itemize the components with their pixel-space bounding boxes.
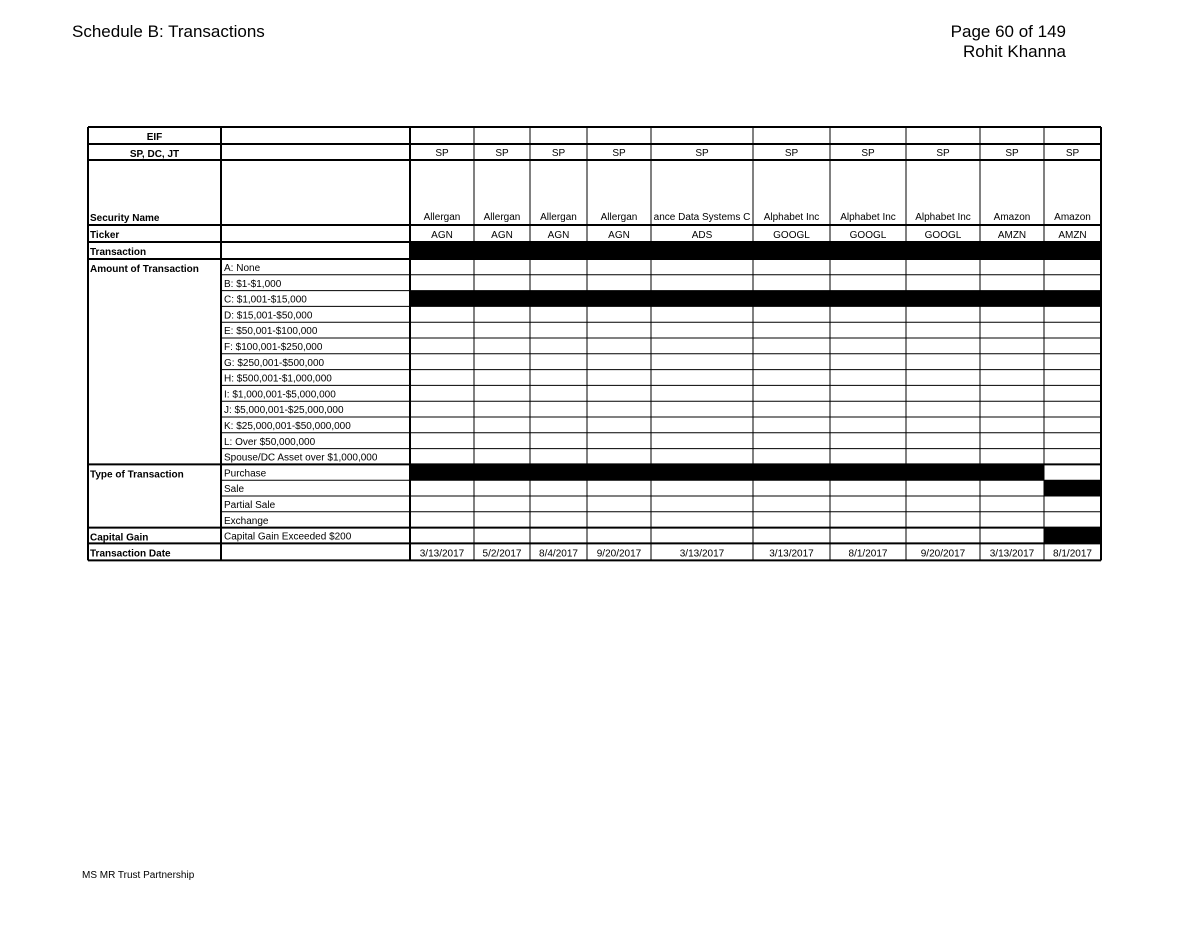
- transaction-date-cell: 5/2/2017: [482, 548, 522, 560]
- transaction-date-cell: 8/1/2017: [848, 548, 888, 560]
- amount-option: L: Over $50,000,000: [224, 436, 316, 448]
- amount-option: H: $500,001-$1,000,000: [224, 373, 332, 385]
- purchase-selected-fill: [410, 464, 1044, 480]
- security-name-cell: Allergan: [600, 212, 638, 223]
- security-name-cell: Alphabet Inc: [763, 212, 820, 223]
- security-name-cell: Alphabet Inc: [915, 212, 971, 223]
- transaction-date-cell: 9/20/2017: [920, 548, 966, 560]
- owner-cell: SP: [1005, 148, 1019, 159]
- security-name-cell: Amazon: [1054, 212, 1091, 223]
- amount-option: J: $5,000,001-$25,000,000: [224, 405, 344, 417]
- owner-cell: SP: [1065, 148, 1080, 159]
- transaction-header-fill: [410, 242, 1101, 259]
- owner-cell: SP: [435, 148, 449, 159]
- owner-cell: SP: [495, 148, 509, 159]
- amount-option: I: $1,000,001-$5,000,000: [224, 389, 336, 401]
- security-name-cell: ance Data Systems C: [653, 212, 751, 223]
- type-option: Exchange: [224, 515, 269, 527]
- owner-cell: SP: [936, 148, 950, 159]
- amount-option: F: $100,001-$250,000: [224, 342, 323, 353]
- owner-cell: SP: [861, 148, 875, 159]
- amount-label: Amount of Transaction: [90, 264, 199, 275]
- amount-option: G: $250,001-$500,000: [224, 357, 325, 369]
- amount-option: D: $15,001-$50,000: [224, 310, 313, 322]
- transaction-date-cell: 3/13/2017: [419, 548, 465, 560]
- type-label: Type of Transaction: [90, 469, 184, 481]
- amount-option: B: $1-$1,000: [224, 278, 282, 290]
- eif-label: EIF: [146, 132, 163, 143]
- owner-label: SP, DC, JT: [129, 149, 180, 160]
- security-name-label: Security Name: [90, 213, 160, 224]
- amount-option: E: $50,001-$100,000: [224, 326, 318, 338]
- owner-cell: SP: [695, 148, 709, 159]
- page-title: Schedule B: Transactions: [72, 22, 265, 41]
- capital-gain-label: Capital Gain: [90, 532, 149, 544]
- transaction-date-label: Transaction Date: [90, 548, 171, 560]
- amount-option: A: None: [224, 263, 261, 274]
- transaction-label: Transaction: [90, 247, 147, 258]
- ticker-label: Ticker: [90, 230, 120, 241]
- transaction-date-cell: 8/1/2017: [1053, 548, 1092, 560]
- transaction-date-cell: 3/13/2017: [679, 548, 725, 560]
- sale-selected-fill: [1044, 480, 1101, 496]
- ticker-cell: AGN: [608, 230, 630, 241]
- filer-name: Rohit Khanna: [962, 42, 1066, 61]
- amount-selected-fill: [410, 291, 1101, 307]
- owner-cell: SP: [551, 148, 566, 159]
- ticker-cell: AGN: [547, 230, 570, 241]
- ticker-cell: AGN: [431, 230, 453, 241]
- type-option: Sale: [224, 484, 245, 496]
- type-option: Partial Sale: [224, 500, 276, 511]
- ticker-cell: ADS: [691, 230, 713, 241]
- ticker-cell: AMZN: [997, 230, 1027, 241]
- security-name-cell: Amazon: [993, 212, 1031, 223]
- owner-cell: SP: [784, 148, 799, 159]
- security-name-cell: Allergan: [483, 212, 521, 223]
- footer-note: MS MR Trust Partnership: [82, 870, 195, 881]
- transaction-date-cell: 3/13/2017: [989, 548, 1035, 560]
- ticker-cell: GOOGL: [773, 230, 810, 241]
- transaction-date-cell: 9/20/2017: [596, 548, 642, 560]
- transaction-date-cell: 8/4/2017: [539, 548, 578, 560]
- ticker-cell: AMZN: [1058, 230, 1087, 241]
- security-name-cell: Allergan: [423, 212, 461, 223]
- capital-gain-selected-fill: [1044, 528, 1101, 544]
- owner-cell: SP: [612, 148, 626, 159]
- amount-option: K: $25,000,001-$50,000,000: [224, 421, 351, 432]
- page-number: Page 60 of 149: [950, 22, 1066, 41]
- ticker-cell: GOOGL: [849, 230, 887, 241]
- ticker-cell: GOOGL: [924, 230, 962, 241]
- transaction-date-cell: 3/13/2017: [769, 548, 814, 560]
- amount-option: Spouse/DC Asset over $1,000,000: [224, 452, 378, 464]
- capital-gain-option: Capital Gain Exceeded $200: [224, 531, 352, 543]
- security-name-cell: Alphabet Inc: [840, 212, 896, 223]
- ticker-cell: AGN: [491, 230, 513, 241]
- security-name-cell: Allergan: [540, 212, 577, 223]
- type-option: Purchase: [224, 468, 267, 480]
- amount-option: C: $1,001-$15,000: [224, 294, 307, 306]
